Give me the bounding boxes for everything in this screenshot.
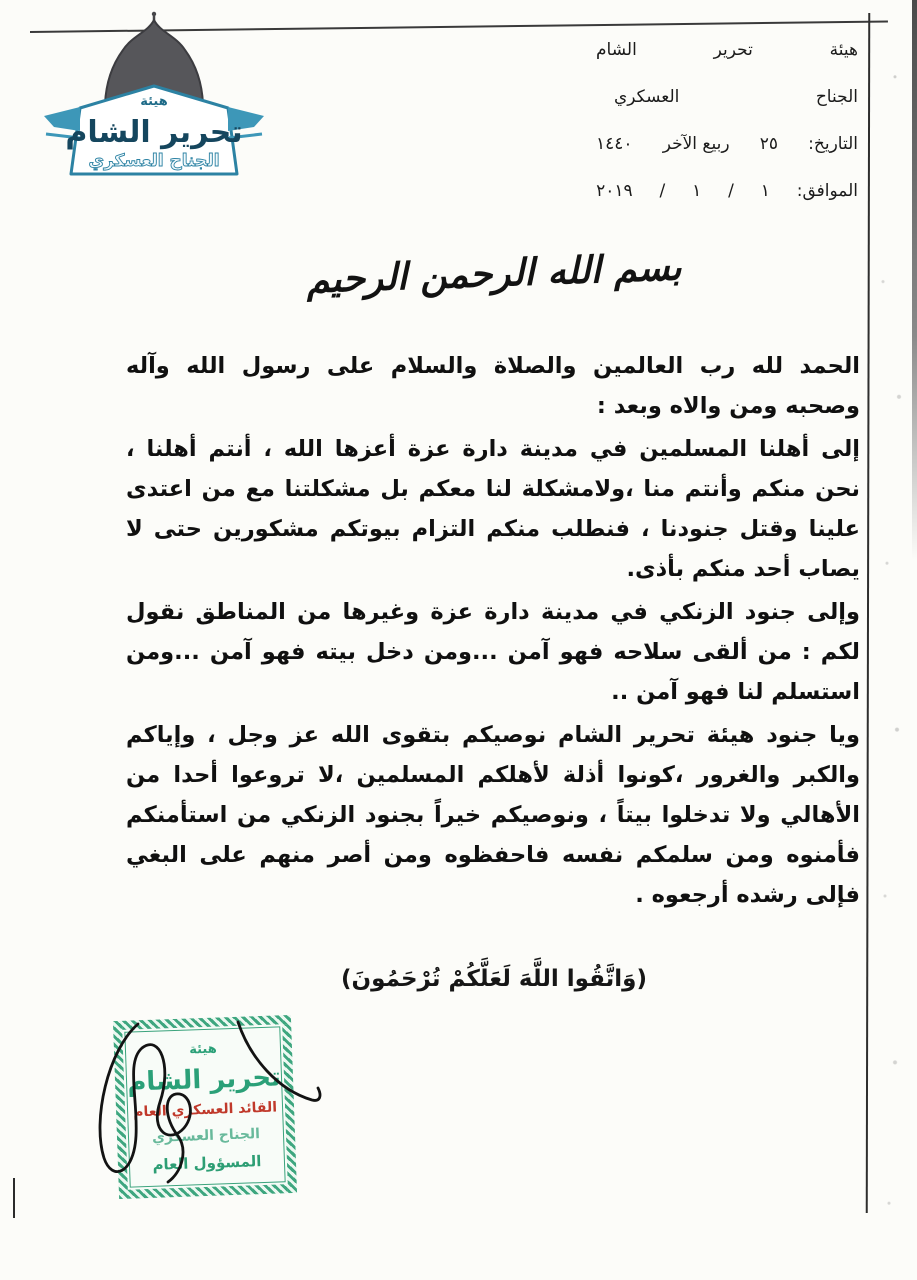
date-label: التاريخ:	[808, 134, 858, 154]
greg-year: ٢٠١٩	[596, 181, 633, 201]
org-logo-graphic	[42, 10, 267, 182]
signature-stroke-right	[238, 1022, 320, 1100]
stamp-line-wing: الجناح العسكري	[151, 1126, 261, 1147]
scan-edge-mark	[13, 1178, 15, 1218]
wing-word-2: العسكري	[614, 87, 680, 107]
logo-finial-ball-icon	[152, 12, 156, 16]
greg-label: الموافق:	[796, 181, 858, 201]
org-word-1: هيئة	[829, 40, 858, 60]
stamp-line-commander: القائد العسكري العام	[132, 1099, 278, 1121]
letterhead-wing-row	[596, 87, 858, 113]
logo-sub-text: الجناح العسكري	[88, 151, 220, 171]
closing-verse: (وَاتَّقُوا اللَّهَ لَعَلَّكُمْ تُرْحَمُونَ)	[341, 966, 647, 992]
letterhead-org-row	[596, 40, 858, 66]
logo-main-text: تحرير الشام	[65, 115, 243, 150]
greg-month: ١	[692, 181, 702, 201]
date-day: ٢٥	[759, 134, 778, 154]
wing-word-1: الجناح	[815, 87, 858, 107]
scan-noise-strip	[871, 0, 911, 1280]
handwritten-signature	[78, 1010, 323, 1202]
signature-stroke-left	[100, 1024, 190, 1182]
letterhead-block	[596, 40, 858, 228]
gregorian-date-row	[596, 181, 858, 207]
paragraph-opening: الحمد لله رب العالمين والصلاة والسلام على رسول الله وآله وصحبه ومن والاه وبعد :	[126, 353, 860, 419]
paragraph-to-residents: إلى أهلنا المسلمين في مدينة دارة عزة أعزها الله ، أنتم أهلنا ، نحن منكم وأنتم منا ،ولامشكلة لنا معكم بل مشكلتنا مع من اعتدى علينا وقتل جنودنا ، فنطلب منكم التزام بيوتكم مشكورين حتى لا يصاب أحد منكم بأذى.	[126, 436, 860, 582]
stamp-line-official: المسؤول العام	[152, 1152, 262, 1175]
date-year: ١٤٤٠	[596, 134, 633, 154]
org-word-2: تحرير	[713, 40, 753, 60]
stamp-line-org-small: هيئة	[188, 1041, 218, 1058]
org-word-3: الشام	[596, 40, 637, 60]
paragraph-to-zenki-soldiers: وإلى جنود الزنكي في مدينة دارة عزة وغيرها من المناطق نقول لكم : من ألقى سلاحه فهو آمن ...ومن دخل بيته فهو آمن ...ومن استسلم لنا فهو آمن ..	[126, 599, 860, 705]
date-month: ربيع الآخر	[662, 134, 730, 154]
greg-sep-1: /	[728, 181, 734, 201]
greg-sep-2: /	[659, 181, 666, 201]
letter-body	[126, 346, 860, 918]
organization-logo	[42, 10, 267, 182]
scan-edge-shadow	[912, 0, 917, 560]
stamp-line-org-main: تحرير الشام	[126, 1062, 282, 1098]
basmala-calligraphy: بسم الله الرحمن الرحيم	[305, 245, 683, 302]
greg-day: ١	[760, 181, 770, 201]
paragraph-to-own-soldiers: ويا جنود هيئة تحرير الشام نوصيكم بتقوى الله عز وجل ، وإياكم والكبر والغرور ،كونوا أذلة لأهلكم المسلمين ،لا تروعوا أحدا من الأهالي ولا تدخلوا بيتاً ، ونوصيكم خيراً بجنود الزنكي من استأمنكم فأمنوه ومن سلمكم نفسه فاحفظوه ومن أصر منهم على البغي فإلى رشده أرجعوه .	[126, 722, 860, 908]
hijri-date-row	[596, 134, 858, 160]
scan-fold-line	[866, 13, 870, 1213]
logo-top-text: هيئة	[140, 94, 168, 109]
